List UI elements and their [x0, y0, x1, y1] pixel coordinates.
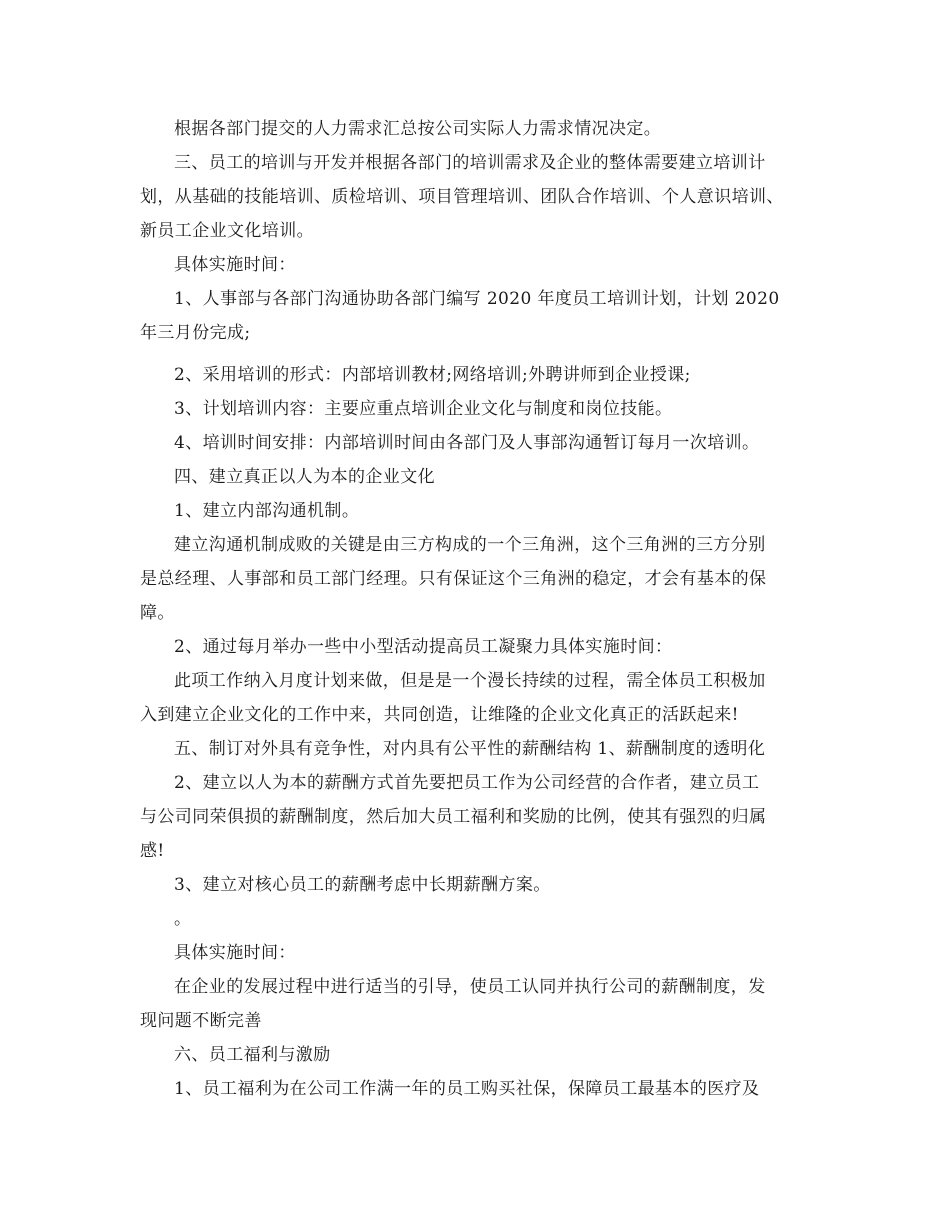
text-line: 4、培训时间安排：内部培训时间由各部门及人事部沟通暂订每月一次培训。	[174, 433, 760, 453]
text-line: 新员工企业文化培训。	[140, 221, 314, 241]
text-line: 障。	[140, 603, 175, 623]
text-line: 与公司同荣俱损的薪酬制度，然后加大员工福利和奖励的比例，使其有强烈的归属	[140, 807, 767, 827]
text-line: 划，从基础的技能培训、质检培训、项目管理培训、团队合作培训、个人意识培训、	[140, 187, 784, 207]
text-line: 2、建立以人为本的薪酬方式首先要把员工作为公司经营的合作者，建立员工	[174, 773, 760, 793]
text-line: 现问题不断完善	[140, 1011, 262, 1031]
text-line: 1、人事部与各部门沟通协助各部门编写 2020 年度员工培训计划，计划 2020	[174, 289, 780, 309]
text-line: 四、建立真正以人为本的企业文化	[174, 467, 435, 487]
text-line: 在企业的发展过程中进行适当的引导，使员工认同并执行公司的薪酬制度，发	[174, 977, 766, 997]
text-line: 五、制订对外具有竞争性，对内具有公平性的薪酬结构 1、薪酬制度的透明化	[174, 739, 766, 759]
text-line: 具体实施时间：	[174, 943, 296, 963]
text-line: 3、计划培训内容：主要应重点培训企业文化与制度和岗位技能。	[174, 399, 673, 419]
text-line: 具体实施时间：	[174, 255, 296, 275]
text-line: 1、建立内部沟通机制。	[174, 501, 360, 521]
text-line: 年三月份完成;	[140, 323, 251, 343]
text-line: 2、通过每月举办一些中小型活动提高员工凝聚力具体实施时间：	[174, 637, 673, 657]
text-line: 入到建立企业文化的工作中来，共同创造，让维隆的企业文化真正的活跃起来!	[140, 705, 739, 725]
text-line: 是总经理、人事部和员工部门经理。只有保证这个三角洲的稳定，才会有基本的保	[140, 569, 767, 589]
text-line: 3、建立对核心员工的薪酬考虑中长期薪酬方案。	[174, 875, 551, 895]
text-line: 此项工作纳入月度计划来做，但是是一个漫长持续的过程，需全体员工积极加	[174, 671, 766, 691]
text-line: 根据各部门提交的人力需求汇总按公司实际人力需求情况决定。	[174, 119, 662, 139]
text-line: 三、员工的培训与开发并根据各部门的培训需求及企业的整体需要建立培训计	[174, 153, 766, 173]
text-line: 2、采用培训的形式：内部培训教材;网络培训;外聘讲师到企业授课;	[174, 365, 691, 385]
text-line: 。	[174, 909, 192, 929]
text-line: 六、员工福利与激励	[174, 1045, 331, 1065]
text-line: 1、员工福利为在公司工作满一年的员工购买社保，保障员工最基本的医疗及	[174, 1079, 760, 1099]
text-line: 感!	[140, 841, 165, 861]
text-line: 建立沟通机制成败的关键是由三方构成的一个三角洲，这个三角洲的三方分别	[174, 535, 766, 555]
